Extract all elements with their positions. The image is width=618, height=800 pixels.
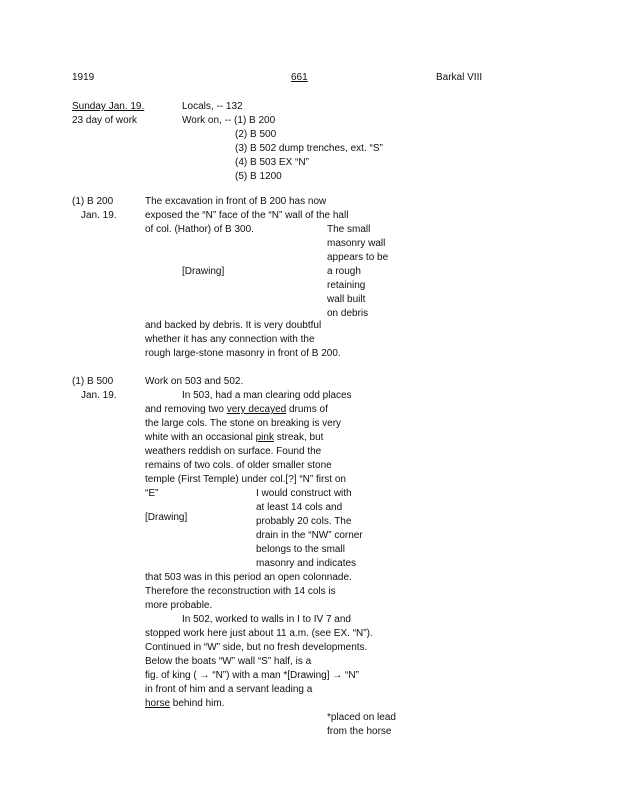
text-run: behind him. [170,698,225,709]
section1-line: and backed by debris. It is very doubtful [145,320,322,331]
section2-line: “E” [145,488,159,499]
footnote: from the horse [327,726,392,737]
underlined-text: very decayed [226,404,287,415]
section1-drawing: [Drawing] [182,266,225,277]
section2-drawing: [Drawing] [145,512,188,523]
text-run: drums of [286,404,328,415]
section2-line: Below the boats “W” wall “S” half, is a [145,656,312,667]
section2-line: more probable. [145,600,213,611]
header-year: 1919 [72,72,95,83]
volume-label: Barkal VIII [436,72,483,83]
section2-line: that 503 was in this period an open colonnade. [145,572,352,583]
section1-side-note: The small [327,224,371,235]
underlined-text: pink [255,432,274,443]
section2-line: Therefore the reconstruction with 14 cols is [145,586,336,597]
section1-side-note: on debris [327,308,369,319]
section2-line [145,698,225,710]
section2-side-note: probably 20 cols. The [256,516,352,527]
section1-side-note: retaining [327,280,366,291]
work-item-2: (2) B 500 [235,129,277,140]
section1-side-note: appears to be [327,252,389,263]
section2-line: stopped work here just about 11 a.m. (see EX. “N”). [145,628,373,639]
section2-date: Jan. 19. [81,390,117,401]
section1-line: of col. (Hathor) of B 300. [145,224,254,235]
section2-line: Continued in “W” side, but no fresh developments. [145,642,368,653]
text-run: streak, but [273,432,324,443]
text-run: white with an occasional [145,432,256,443]
section1-side-note: masonry wall [327,238,386,249]
page-number: 661 [291,72,308,83]
section2-side-note: at least 14 cols and [256,502,343,513]
section1-line: The excavation in front of B 200 has now [145,196,327,207]
section1-label: (1) B 200 [72,196,114,207]
section2-line: temple (First Temple) under col.[?] “N” first on [145,474,346,485]
day-of-work: 23 day of work [72,115,138,126]
section1-side-note: wall built [327,294,366,305]
text-run: and removing two [145,404,227,415]
underlined-text: horse [145,698,171,709]
work-item-4: (4) B 503 EX “N” [235,157,309,168]
locals-count: Locals, -- 132 [182,101,243,112]
entry-date: Sunday Jan. 19. [72,101,145,112]
section2-line: In 502, worked to walls in I to IV 7 and [182,614,351,625]
section1-line: exposed the “N” face of the “N” wall of the hall [145,210,349,221]
section2-label: (1) B 500 [72,376,114,387]
section2-side-note: drain in the “NW” corner [256,530,363,541]
section2-line: weathers reddish on surface. Found the [145,446,322,457]
section2-line: remains of two cols. of older smaller stone [145,460,332,471]
section2-line [145,432,323,444]
section1-date: Jan. 19. [81,210,117,221]
section1-line: whether it has any connection with the [145,334,315,345]
section2-line [145,404,328,416]
footnote: *placed on lead [327,712,396,723]
work-item-5: (5) B 1200 [235,171,282,182]
section2-line: in front of him and a servant leading a [145,684,313,695]
section2-side-note: masonry and indicates [256,558,357,569]
work-item-3: (3) B 502 dump trenches, ext. “S” [235,143,383,154]
section2-line: Work on 503 and 502. [145,376,244,387]
section2-line: fig. of king ( → “N”) with a man *[Drawing] → “N” [145,670,359,681]
section1-side-note: a rough [327,266,361,277]
section2-line: In 503, had a man clearing odd places [182,390,352,401]
section2-line: the large cols. The stone on breaking is very [145,418,342,429]
section2-side-note: I would construct with [256,488,352,499]
section1-line: rough large-stone masonry in front of B 200. [145,348,341,359]
work-item-1: Work on, -- (1) B 200 [182,115,276,126]
section2-side-note: belongs to the small [256,544,345,555]
